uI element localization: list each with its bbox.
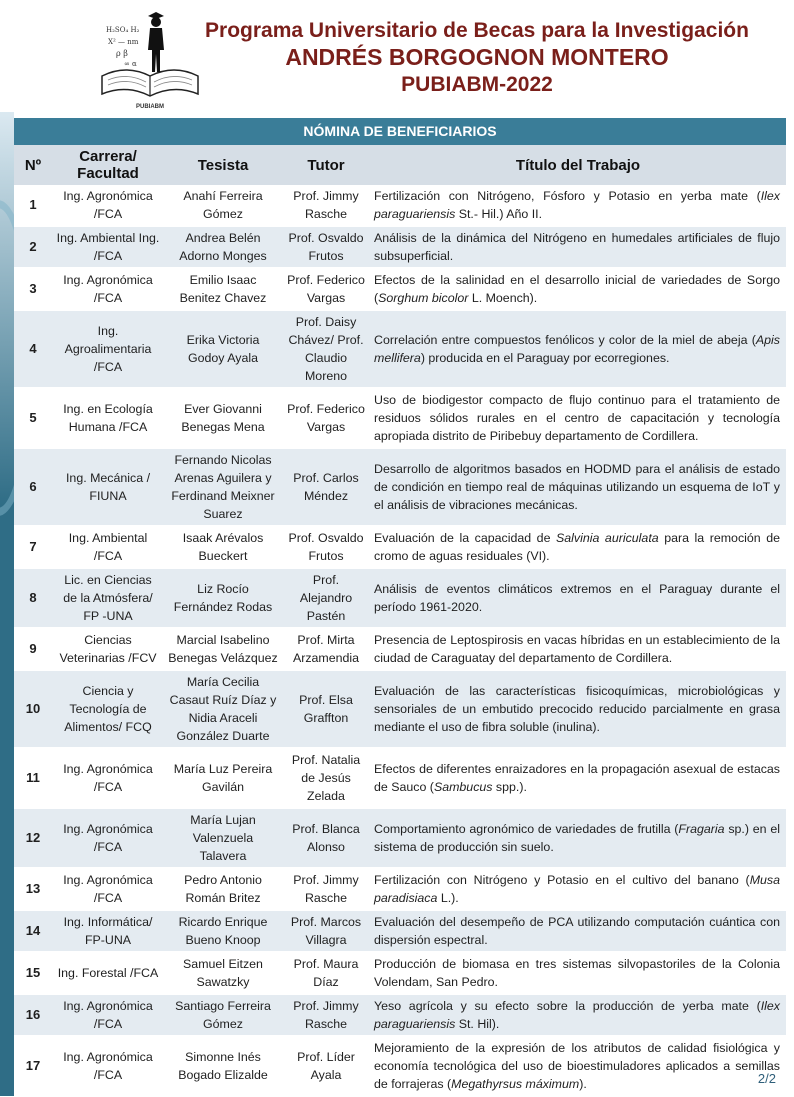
row-work-title [370, 448, 786, 526]
row-career: Ing. Agroalimentaria /FCA [52, 310, 164, 388]
row-work-title [370, 1036, 786, 1096]
page-number: 2/2 [757, 1071, 776, 1086]
svg-text:H₂SO₄ H₂: H₂SO₄ H₂ [106, 26, 140, 34]
row-number: 17 [14, 1036, 52, 1096]
title-text: Evaluación de la capacidad de [374, 531, 556, 545]
title-text: Análisis de la dinámica del Nitrógeno en humedales artificiales de flujo subsuperficial. [374, 231, 780, 263]
title-text: para la remoción de cromo de aguas residuales (VI). [374, 531, 780, 563]
row-student: Samuel Eitzen Sawatzky [164, 952, 282, 994]
row-number: 2 [14, 226, 52, 268]
table-row [14, 448, 786, 526]
row-career: Lic. en Ciencias de la Atmósfera/ FP -UNA [52, 568, 164, 628]
table-row [14, 748, 786, 808]
row-student: Fernando Nicolas Arenas Aguilera y Ferdinand Meixner Suarez [164, 448, 282, 526]
program-title-line3: PUBIABM-2022 [401, 73, 553, 96]
row-number: 4 [14, 310, 52, 388]
scientific-name: Ilex paraguariensis [374, 999, 780, 1031]
title-text: spp.). [492, 780, 527, 794]
row-career: Ing. Agronómica /FCA [52, 868, 164, 910]
table-row [14, 994, 786, 1036]
row-career: Ing. Informática/ FP-UNA [52, 910, 164, 952]
row-number: 7 [14, 526, 52, 568]
row-work-title [370, 526, 786, 568]
row-number: 5 [14, 388, 52, 448]
row-work-title [370, 628, 786, 670]
row-work-title [370, 310, 786, 388]
row-career: Ing. Mecánica / FIUNA [52, 448, 164, 526]
col-header-title: Título del Trabajo [370, 145, 786, 185]
row-work-title [370, 868, 786, 910]
table-header-row [14, 145, 786, 185]
row-number: 6 [14, 448, 52, 526]
row-student: Pedro Antonio Román Britez [164, 868, 282, 910]
title-text: Desarrollo de algoritmos basados en HODMD para el análisis de estado de condición en tiempo real de máquinas utilizando un esquema de IoT y el análisis de vibraciones mecánicas. [374, 462, 780, 512]
row-student: Santiago Ferreira Gómez [164, 994, 282, 1036]
row-tutor: Prof. Maura Díaz [282, 952, 370, 994]
scientific-name: Salvinia auriculata [556, 531, 659, 545]
scientific-name: Megathyrsus máximum [451, 1077, 580, 1091]
row-student: Ricardo Enrique Bueno Knoop [164, 910, 282, 952]
row-tutor: Prof. Carlos Méndez [282, 448, 370, 526]
row-tutor: Prof. Líder Ayala [282, 1036, 370, 1096]
row-work-title [370, 994, 786, 1036]
row-career: Ing. Agronómica /FCA [52, 268, 164, 310]
row-career: Ciencia y Tecnología de Alimentos/ FCQ [52, 670, 164, 748]
row-tutor: Prof. Elsa Graffton [282, 670, 370, 748]
row-tutor: Prof. Osvaldo Frutos [282, 526, 370, 568]
title-text: Fertilización con Nitrógeno y Potasio en el cultivo del banano ( [374, 873, 750, 887]
scientific-name: Musa paradisiaca [374, 873, 780, 905]
title-text: ). [579, 1077, 587, 1091]
row-student: Emilio Isaac Benitez Chavez [164, 268, 282, 310]
row-tutor: Prof. Natalia de Jesús Zelada [282, 748, 370, 808]
title-text: Efectos de la salinidad en el desarrollo inicial de variedades de Sorgo ( [374, 273, 780, 305]
row-student: Liz Rocío Fernández Rodas [164, 568, 282, 628]
row-tutor: Prof. Marcos Villagra [282, 910, 370, 952]
title-text: Fertilización con Nitrógeno, Fósforo y Potasio en yerba mate ( [374, 189, 761, 203]
row-student: Simonne Inés Bogado Elizalde [164, 1036, 282, 1096]
row-tutor: Prof. Daisy Chávez/ Prof. Claudio Moreno [282, 310, 370, 388]
row-tutor: Prof. Federico Vargas [282, 268, 370, 310]
row-tutor: Prof. Alejandro Pastén [282, 568, 370, 628]
row-career: Ing. Agronómica /FCA [52, 1036, 164, 1096]
row-career: Ciencias Veterinarias /FCV [52, 628, 164, 670]
row-number: 11 [14, 748, 52, 808]
title-text: Producción de biomasa en tres sistemas silvopastoriles de la Colonia Volendam, San Pedro. [374, 957, 780, 989]
row-career: Ing. Ambiental /FCA [52, 526, 164, 568]
row-work-title [370, 268, 786, 310]
row-student: María Luz Pereira Gavilán [164, 748, 282, 808]
scientific-name: Ilex paraguariensis [374, 189, 780, 221]
beneficiaries-table-wrap [14, 118, 786, 1097]
scientific-name: Sambucus [433, 780, 493, 794]
program-title-line1: Programa Universitario de Becas para la Investigación [205, 19, 749, 42]
row-student: María Lujan Valenzuela Talavera [164, 808, 282, 868]
title-text: Evaluación de las características fisicoquímicas, microbiológicas y sensoriales de un embutido precocido reducido parcialmente en grasa mediante el uso de fibra soluble (inulina). [374, 684, 780, 734]
row-career: Ing. Agronómica /FCA [52, 748, 164, 808]
table-row [14, 268, 786, 310]
row-number: 12 [14, 808, 52, 868]
scientific-name: Sorghum bicolor [378, 291, 469, 305]
col-header-tutor: Tutor [282, 145, 370, 185]
table-row [14, 910, 786, 952]
title-text: Correlación entre compuestos fenólicos y color de la miel de abeja ( [374, 333, 756, 347]
table-row [14, 226, 786, 268]
table-row [14, 628, 786, 670]
row-tutor: Prof. Jimmy Rasche [282, 185, 370, 226]
title-text: Uso de biodigestor compacto de flujo continuo para el tratamiento de residuos sólidos rurales en el centro de capacitación y tecnología apropiada distrito de Piribebuy departamento de Cordillera. [374, 393, 780, 443]
row-student: Andrea Belén Adorno Monges [164, 226, 282, 268]
row-number: 1 [14, 185, 52, 226]
table-row [14, 185, 786, 226]
row-tutor: Prof. Blanca Alonso [282, 808, 370, 868]
program-title [180, 18, 774, 99]
scientific-name: Apis mellifera [374, 333, 780, 365]
row-student: Ever Giovanni Benegas Mena [164, 388, 282, 448]
row-number: 8 [14, 568, 52, 628]
table-caption: NÓMINA DE BENEFICIARIOS [14, 118, 786, 145]
table-row [14, 952, 786, 994]
title-text: Mejoramiento de la expresión de los atributos de calidad fisiológica y economía tecnológica del uso de bioestimuladores aplicados a semillas de forrajeras ( [374, 1041, 780, 1091]
row-student: Isaak Arévalos Bueckert [164, 526, 282, 568]
title-text: St.- Hil.) Año II. [455, 207, 543, 221]
scientific-name: Fragaria [678, 822, 725, 836]
row-work-title [370, 808, 786, 868]
col-header-career: Carrera/ Facultad [52, 145, 164, 185]
row-student: Anahí Ferreira Gómez [164, 185, 282, 226]
row-career: Ing. Ambiental Ing. /FCA [52, 226, 164, 268]
row-career: Ing. Agronómica /FCA [52, 808, 164, 868]
row-number: 3 [14, 268, 52, 310]
row-work-title [370, 748, 786, 808]
title-text: sp.) en el sistema de producción sin suelo. [374, 822, 780, 854]
page-header [0, 0, 794, 115]
row-number: 9 [14, 628, 52, 670]
title-text: St. Hil). [455, 1017, 500, 1031]
table-row [14, 868, 786, 910]
table-row [14, 388, 786, 448]
title-text: Análisis de eventos climáticos extremos en el Paraguay durante el período 1961-2020. [374, 582, 780, 614]
table-body [14, 185, 786, 1096]
row-work-title [370, 670, 786, 748]
row-number: 14 [14, 910, 52, 952]
row-number: 10 [14, 670, 52, 748]
logo-caption: PUBIABM [136, 104, 164, 110]
row-work-title [370, 388, 786, 448]
svg-text:X² — nm: X² — nm [108, 38, 139, 46]
row-tutor: Prof. Federico Vargas [282, 388, 370, 448]
table-row [14, 1036, 786, 1096]
row-career: Ing. Agronómica /FCA [52, 185, 164, 226]
row-career: Ing. Agronómica /FCA [52, 994, 164, 1036]
svg-text:ρ β: ρ β [116, 49, 128, 58]
table-row [14, 808, 786, 868]
table-row [14, 310, 786, 388]
title-text: L.). [437, 891, 459, 905]
beneficiaries-table [14, 145, 786, 1097]
title-text: Comportamiento agronómico de variedades de frutilla ( [374, 822, 679, 836]
title-text: Efectos de diferentes enraizadores en la propagación asexual de estacas de Sauco ( [374, 762, 780, 794]
row-work-title [370, 952, 786, 994]
row-work-title [370, 185, 786, 226]
col-header-student: Tesista [164, 145, 282, 185]
title-text: L. Moench). [468, 291, 538, 305]
row-student: María Cecilia Casaut Ruíz Díaz y Nidia Araceli González Duarte [164, 670, 282, 748]
program-title-line2: ANDRÉS BORGOGNON MONTERO [285, 44, 669, 70]
row-work-title [370, 226, 786, 268]
table-row [14, 670, 786, 748]
table-row [14, 568, 786, 628]
row-tutor: Prof. Jimmy Rasche [282, 994, 370, 1036]
row-tutor: Prof. Mirta Arzamendia [282, 628, 370, 670]
row-career: Ing. en Ecología Humana /FCA [52, 388, 164, 448]
row-number: 16 [14, 994, 52, 1036]
table-row [14, 526, 786, 568]
row-tutor: Prof. Jimmy Rasche [282, 868, 370, 910]
row-student: Marcial Isabelino Benegas Velázquez [164, 628, 282, 670]
row-tutor: Prof. Osvaldo Frutos [282, 226, 370, 268]
row-work-title [370, 568, 786, 628]
col-header-number: Nº [14, 145, 52, 185]
row-career: Ing. Forestal /FCA [52, 952, 164, 994]
row-work-title [370, 910, 786, 952]
title-text: Yeso agrícola y su efecto sobre la producción de yerba mate ( [374, 999, 761, 1013]
title-text: Evaluación del desempeño de PCA utilizando computación cuántica con dispersión espectral. [374, 915, 780, 947]
row-student: Erika Victoria Godoy Ayala [164, 310, 282, 388]
row-number: 15 [14, 952, 52, 994]
row-number: 13 [14, 868, 52, 910]
svg-text:∞ α: ∞ α [124, 60, 137, 68]
title-text: ) producida en el Paraguay por ecorregiones. [420, 351, 670, 365]
title-text: Presencia de Leptospirosis en vacas híbridas en un establecimiento de la ciudad de Caraguatay del departamento de Cordillera. [374, 633, 780, 665]
